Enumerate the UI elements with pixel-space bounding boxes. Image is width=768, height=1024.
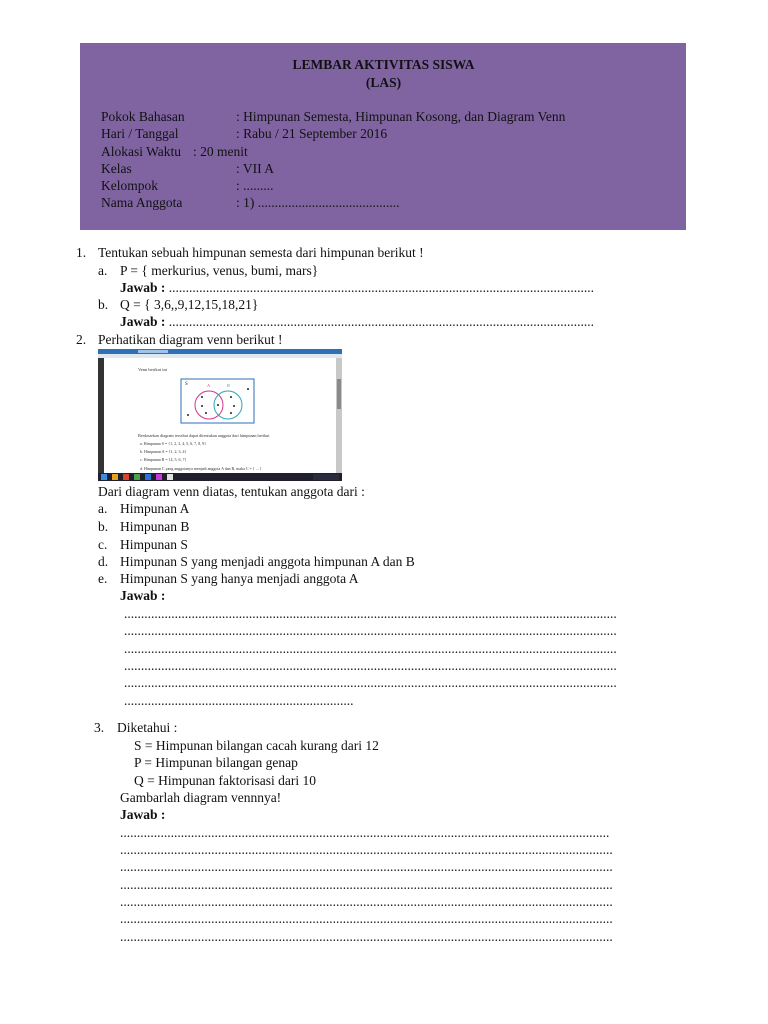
info-value: : 20 menit	[193, 143, 248, 159]
q1-number: 1.	[76, 245, 87, 260]
info-label: Hari / Tanggal	[101, 126, 179, 142]
q2-jawab-label: Jawab :	[120, 588, 166, 603]
venn-screenshot	[98, 349, 342, 481]
info-value: : Himpunan Semesta, Himpunan Kosong, dan Diagram Venn	[236, 109, 566, 124]
image-top-text: Venn berikut ini	[138, 367, 167, 372]
image-list-item: b. Himpunan A = {1, 2, 3, 4}	[140, 449, 187, 454]
info-label: Nama Anggota	[101, 195, 183, 211]
info-table	[101, 108, 666, 212]
q2a-letter: a.	[98, 501, 108, 516]
q3-number: 3.	[94, 720, 105, 735]
venn-label-s: S	[185, 382, 188, 387]
venn-label-b: B	[227, 383, 231, 388]
q2-intro: Dari diagram venn diatas, tentukan anggota dari :	[98, 484, 365, 499]
info-row	[101, 194, 666, 211]
worksheet-subtitle: (LAS)	[365, 74, 402, 90]
q3-answer-line[interactable]: ..................................................................................................................................................	[120, 911, 613, 926]
venn-diagram-image	[98, 349, 342, 481]
q2d-letter: d.	[98, 554, 109, 569]
q3-answer-line[interactable]: ..................................................................................................................................................	[120, 842, 613, 857]
q3-jawab-label: Jawab :	[120, 807, 166, 822]
image-list-item: a. Himpunan S = {1, 2, 3, 4, 5, 6, 7, 8, 9}	[140, 441, 206, 446]
q3-answer-line[interactable]: ..................................................................................................................................................	[120, 929, 613, 944]
q2b-text: Himpunan B	[120, 519, 190, 534]
info-label: Kelompok	[101, 178, 158, 194]
info-row	[101, 143, 666, 160]
info-row	[101, 108, 666, 125]
info-label: Alokasi Waktu	[101, 143, 182, 159]
q2-answer-line[interactable]: ..................................................................................................................................................	[124, 623, 617, 638]
info-value: : 1) ..........................................	[236, 195, 400, 211]
image-list-item: d. Himpunan C yang anggotanya menjadi anggota A dan B, maka C = { ... }	[140, 466, 262, 471]
jawab-label: Jawab :	[120, 314, 166, 329]
q3-answer-line[interactable]: ..................................................................................................................................................	[120, 894, 613, 909]
q2e-text: Himpunan S yang hanya menjadi anggota A	[120, 571, 359, 586]
image-list-item: c. Himpunan B = {4, 5, 6, 7}	[140, 457, 187, 462]
q2-answer-line[interactable]: ..................................................................................................................................................	[124, 606, 617, 621]
info-label: Kelas	[101, 160, 132, 176]
info-value: : VII A	[236, 160, 275, 176]
q2a-text: Himpunan A	[120, 501, 190, 516]
q1a-text: P = { merkurius, venus, bumi, mars}	[120, 263, 319, 278]
worksheet-title: LEMBAR AKTIVITAS SISWA	[292, 57, 475, 72]
q1a-letter: a.	[98, 263, 108, 278]
q1-text: Tentukan sebuah himpunan semesta dari himpunan berikut !	[98, 245, 424, 260]
q2-answer-line[interactable]: ....................................................................	[124, 693, 354, 708]
venn-label-a: A	[207, 383, 211, 388]
q3-answer-line[interactable]: ..................................................................................................................................................	[120, 859, 613, 874]
q2b-letter: b.	[98, 519, 109, 534]
q2e-letter: e.	[98, 571, 108, 586]
q2c-letter: c.	[98, 537, 108, 552]
q3-answer-line[interactable]: ..................................................................................................................................................	[120, 877, 613, 892]
image-caption: Berdasarkan diagram tersebut dapat ditentukan anggota dari himpunan berikut	[138, 433, 270, 438]
dotted-line: ..............................................................................................................................	[168, 280, 595, 295]
info-value: : Rabu / 21 September 2016	[236, 126, 388, 142]
q1b-letter: b.	[98, 297, 109, 312]
dotted-line: ..............................................................................................................................	[168, 314, 595, 329]
q3-given-line: P = Himpunan bilangan genap	[134, 755, 298, 770]
q1b-text: Q = { 3,6,,9,12,15,18,21}	[120, 297, 259, 312]
q3-given-line: S = Himpunan bilangan cacah kurang dari 12	[134, 738, 379, 753]
q2-answer-line[interactable]: ..................................................................................................................................................	[124, 675, 617, 690]
header-box	[80, 43, 686, 230]
q2-number: 2.	[76, 332, 87, 347]
info-row	[101, 177, 666, 194]
info-row	[101, 160, 666, 177]
q3-answer-line[interactable]: .................................................................................................................................................	[120, 825, 610, 840]
q3-given-line: Q = Himpunan faktorisasi dari 10	[134, 773, 316, 788]
q3-label: Diketahui :	[117, 720, 178, 735]
info-row	[101, 125, 666, 142]
q2-answer-line[interactable]: ..................................................................................................................................................	[124, 658, 617, 673]
q2d-text: Himpunan S yang menjadi anggota himpunan A dan B	[120, 554, 415, 569]
q2-text: Perhatikan diagram venn berikut !	[98, 332, 283, 347]
jawab-label: Jawab :	[120, 280, 166, 295]
info-value: : .........	[236, 178, 274, 194]
q3-task: Gambarlah diagram vennnya!	[120, 790, 282, 805]
q1a-answer-line[interactable]	[120, 279, 660, 296]
q1b-answer-line[interactable]	[120, 313, 660, 330]
q2c-text: Himpunan S	[120, 537, 188, 552]
info-label: Pokok Bahasan	[101, 109, 185, 124]
q2-answer-line[interactable]: ..................................................................................................................................................	[124, 641, 617, 656]
